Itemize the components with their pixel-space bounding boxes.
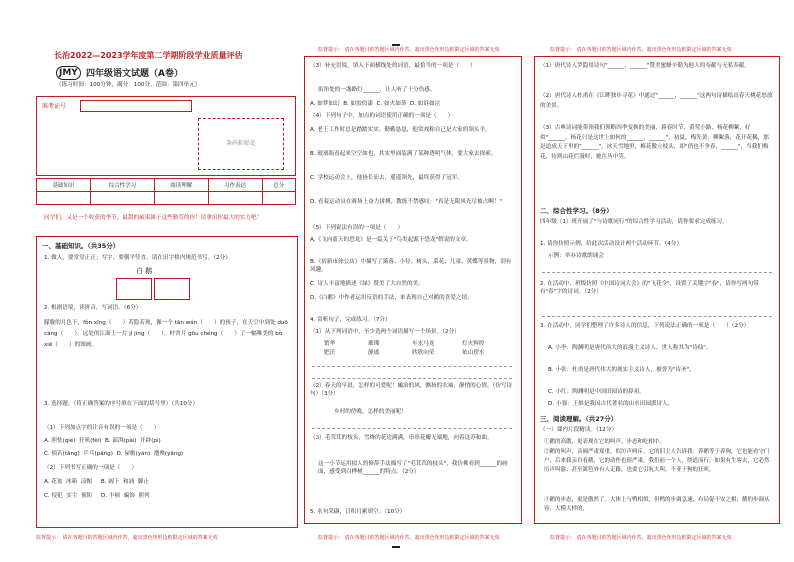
q5-heading: 5. 名句采撷，日积月累填空。（10分） [310, 509, 406, 515]
q4-2-start: 乡村的傍晚，怎样的美丽呢！ [334, 409, 407, 415]
answer-line[interactable] [312, 378, 512, 379]
q3-4-d: D. 看着运动员在赛场上奋力拼搏，教练不禁感叹："真是无限风光尽被占啊！" [310, 199, 503, 205]
q5-3: （3）古典诗词能带领我们领略四季变换的美丽，暮春时节，黄莺小路，杨花柳絮，好似"______，杨花只是这世上如何的______，______"，初夏，梅先黄，柳絮落，花开花稀，那是道成天下里的"______"，冰天雪地里，梅花傲立枝头，却"俏也不争春，______"，当我们梅花，待到山花烂漫时，她在丛中笑。 [540, 125, 769, 160]
reading-1-heading: （一）课内片段精读。（12分） [540, 427, 618, 433]
section2-heading: 二、综合性学习。（8分） [540, 207, 613, 215]
reading-para-1: ①鹅的高傲，更表现在它的叫声、步态和吃相中。 [544, 439, 666, 445]
exam-id-field[interactable] [80, 100, 192, 112]
q3-5-b: B.《宿新市徐公店》中描写了篱落、小径、树头、菜花、儿童、黄蝶等景物，别有风趣。 [310, 259, 512, 274]
column-2 [300, 0, 520, 562]
q3-2-options-b: C. 侵犯 实尘 预防 D. 丰顿 骗饰 照列 [44, 493, 150, 499]
q4-word: 车水马龙 [412, 341, 435, 347]
motto: 同学们，又是一个收获的季节，最甜的硕果属于这些勤劳的你！请拿出你最大的实力吧！ [44, 215, 263, 221]
footer-notice-3: 监督提示： 请在各题目的答题区域内作答，超出黑色矩形边框限定区域的答案无效 [550, 535, 732, 541]
score-cell[interactable] [262, 192, 295, 205]
header-notice-3: 监督提示： 请在各题目的答题区域内作答，超出黑色矩形边框限定区域的答案无效 [550, 47, 732, 53]
q5-2: （2）唐代诗人杜甫在《江畔独步寻花》中通过"______，______"这两句诗描绘出春天桃花怒放的美景。 [540, 93, 773, 109]
q4-3-sentence: 这一小节运用拟人的修辞手法描写了"毛茸茸的枝头"，我仿佛看到______的画面，感受到白桦树______的特点。（2分） [318, 461, 508, 476]
score-header-2: 综合性学习 [90, 179, 154, 192]
fold-mark [392, 546, 400, 548]
score-header-1: 基础知识 [37, 179, 91, 192]
reading-para-3: ③鹅的步态，更是傲然了。大体上与鸭相似，但鸭的步调急速，有局促不安之相；鹅的步调从容，大模大样的， [544, 497, 770, 512]
tian-grid-2[interactable] [154, 278, 190, 300]
q4-2: （2）春天的早晨，怎样的可爱呢！融治的风，飘扬的衣袖，静悄的心情。（仿写诗句）（3分） [310, 383, 513, 398]
tian-grid-1[interactable] [116, 278, 152, 300]
exam-meta: （练习时间：100分钟，满分：100分，范围：第四单元） [56, 82, 201, 88]
q3-4-a: A. 老王工作时总是踏踏实实、勤勤恳恳，他常戏称自己是大家的领头羊。 [310, 127, 491, 133]
q4-word: 灯火辉煌 [462, 341, 485, 347]
s2-q3-d: D. 小强：王维是我国古代著名的山水田园派诗人。 [548, 401, 674, 407]
s2-q3-c: C. 小红：陶渊明是中国田园诗的鼻祖。 [548, 389, 645, 395]
score-cell[interactable] [37, 192, 91, 205]
section1-heading: 一、基础知识。（共35分） [42, 242, 120, 250]
answer-line[interactable] [542, 272, 772, 273]
section2-intro: 四年级（1）班开展了"与诗歌同行"的综合性学习活动，请你要求完成练习。 [540, 219, 728, 225]
q3-text: 3. 选择题。（将正确答案的序号填在下面的括号里）（共10分） [44, 401, 199, 407]
exam-title: 长治2022—2023学年度第二学期阶段学业质量评估 [54, 51, 243, 60]
exam-id-label: 准考证号 [42, 103, 67, 110]
barcode-area: 条码粘贴处 [198, 118, 284, 170]
q3-3-sentence: 街角处的一盏路灯______，让人听了十分伤感。 [318, 87, 436, 93]
q4-heading: 4. 赏析句子，完成练习。（7分） [310, 317, 391, 323]
q3-1-options-a: A. 胆怯(qiè) 狂吠(fèi) B. 澎湃(pài) 开辟(pì) [44, 438, 161, 444]
fold-mark [392, 44, 400, 46]
q3-5-c: C. 诗人丰富地描述《绿》赞美了大自然的美。 [310, 281, 424, 287]
q3-4-c: C. 学校运动会上，他扬长而去，遥遥领先，最终获得了冠军。 [310, 175, 463, 181]
q1-text: 1. 做人，要堂堂正正；写字，要横平竖直，请在田字格内规范书写。（2分） [44, 255, 231, 261]
header-notice-2: 监督提示： 请在各题目的答题区域内作答，超出黑色矩形边框限定区域的答案无效 [318, 47, 500, 53]
q2-text: 2. 根据语境，读拼音，写词语。（6分） [44, 305, 142, 311]
q1-chars: 白 鹅 [136, 267, 153, 275]
score-header-3: 阅读理解 [154, 179, 208, 192]
score-cell[interactable] [90, 192, 154, 205]
answer-line[interactable] [312, 366, 512, 367]
s2-q1: 1. 请你仿照示例，给此次活动设计两个活动环节。（4分） [540, 241, 683, 247]
score-header-4: 习作表达 [208, 179, 262, 192]
q3-3-options: A. 如梦如幻 B. 如胶似漆 C. 如火如荼 D. 如诉如泣 [310, 101, 441, 107]
s2-q1-example: 示例：举办诗歌朗诵会 [548, 253, 604, 259]
q1-grid [116, 278, 188, 298]
footer-notice-2: 监督提示： 请在各题目的答题区域内作答，超出黑色矩形边框限定区域的答案无效 [318, 535, 500, 541]
paper-subtitle: 四年级语文试题（A卷） [86, 69, 183, 79]
s2-q3-b: B. 小张：杜甫是唐代伟大的现实主义诗人，被誉为"诗圣"。 [548, 367, 695, 373]
score-header-5: 总分 [262, 179, 295, 192]
q3-1: （1）下列加点字的注音有误的一项是（ ） [44, 425, 160, 431]
q3-2: （2）下列书写正确的一项是（ ） [44, 465, 138, 471]
q3-5: （5）下列说法有误的一项是（ ） [310, 225, 404, 231]
q4-word: 繁华 [324, 341, 336, 347]
q4-word: 肥沃 [324, 349, 336, 356]
q4-word-grid [324, 340, 514, 358]
q4-3: （3）毛茸茸的枝头，雪绛的花边满满，串串花瓣无端地，向着这苏和曲。 [310, 435, 493, 441]
footer-notice-1: 监督提示： 请在各题目的答题区域内作答，超出黑色矩形边框限定区域的答案无效 [36, 535, 218, 541]
column-3 [530, 0, 778, 562]
q4-word: 依山傍水 [462, 349, 485, 356]
score-cell[interactable] [208, 192, 262, 205]
q3-5-a: A.《飞向蓝天的恐龙》是一篇关于"鸟类起源于恐龙"假说的文章。 [310, 237, 472, 243]
section3-heading: 三、阅读理解。（共27分） [540, 415, 618, 423]
reading-para-2: ②鹅的叫声，音调严肃郑重，似厉声呵斥。它的旧主人告诉我：养鹅等于养狗，它也能看守门户，后来我亲自看鹅，它的动作也很严肃，我们前一个人，绕道而行。如果有生客去，它必然厉声叫嚣；甚至篱笆外有人走路，也要它引吭大叫，不亚于狗的狂吠。 [544, 449, 770, 473]
s2-q3: 3. 在活动中，同学们整理了许多诗人的信息，下列说法正确的一项是（ ）（2分） [540, 323, 750, 329]
answer-line[interactable] [312, 428, 512, 429]
q4-word: 欣欣向荣 [412, 349, 435, 356]
answer-line[interactable] [542, 316, 772, 317]
q5-1: （1）唐代诗人罗隐用诗句"______，______"赞美蜜蜂辛勤为他人的奉献与无私奉献。 [540, 63, 751, 69]
q3-5-d: D.《白鹅》中作者运用反语的手法，来表现自己对鹅的喜爱之情。 [310, 295, 473, 301]
q4-1: （1）从下列词语中，至少选两个词语描写一个场景。（2分） [310, 329, 460, 335]
jmy-logo: JMY [56, 66, 81, 80]
s2-q3-a: A. 小李：陶渊明是唐代伟大的浪漫主义诗人，世人称其为"诗仙"。 [548, 345, 712, 351]
score-cell[interactable] [154, 192, 208, 205]
q4-word: 静谧 [368, 349, 380, 356]
score-table [36, 178, 296, 205]
q4-word: 璀璨 [368, 341, 380, 347]
s2-q2: 2. 在活动中，班级仿照《中国诗词大会》的"飞花令"，设置了关键字"春"，请你写两句带有"春"字的诗词。（2分） [540, 281, 759, 296]
q3-2-options-a: A. 花盆 冰箱 涼帽 B. 阔下 和涌 脚止 [44, 479, 149, 485]
q3-4-b: B. 玻璃瓶看起来空空如也，其实里面装满了某种透明气体，要大家去探索。 [310, 151, 497, 157]
q3-4: （4）下列句子中，加点的词语使用正确的一项是（ ） [310, 113, 454, 119]
column-1 [20, 0, 290, 562]
q3-3: （3）补充语境，填入下面横线处的词语，最恰当的一项是（ ） [310, 63, 476, 69]
q3-1-options-b: C. 倘若(tǎng) 乒乓(pāng) D. 屋檐(yán) 遭殃(yāng) [44, 451, 184, 457]
q2-passage: 朦胧的月色下，fǒn xīng（ ）若隐若现，像一个 tān wán（ ）的孩子，在天空中到处 duō cáng（ ），远处的江面上一片 jì jìng（ ），村舍月 gōu chéng（ ）了一幅唯美的 bó xiē（ ）的图画。 [44, 320, 290, 349]
